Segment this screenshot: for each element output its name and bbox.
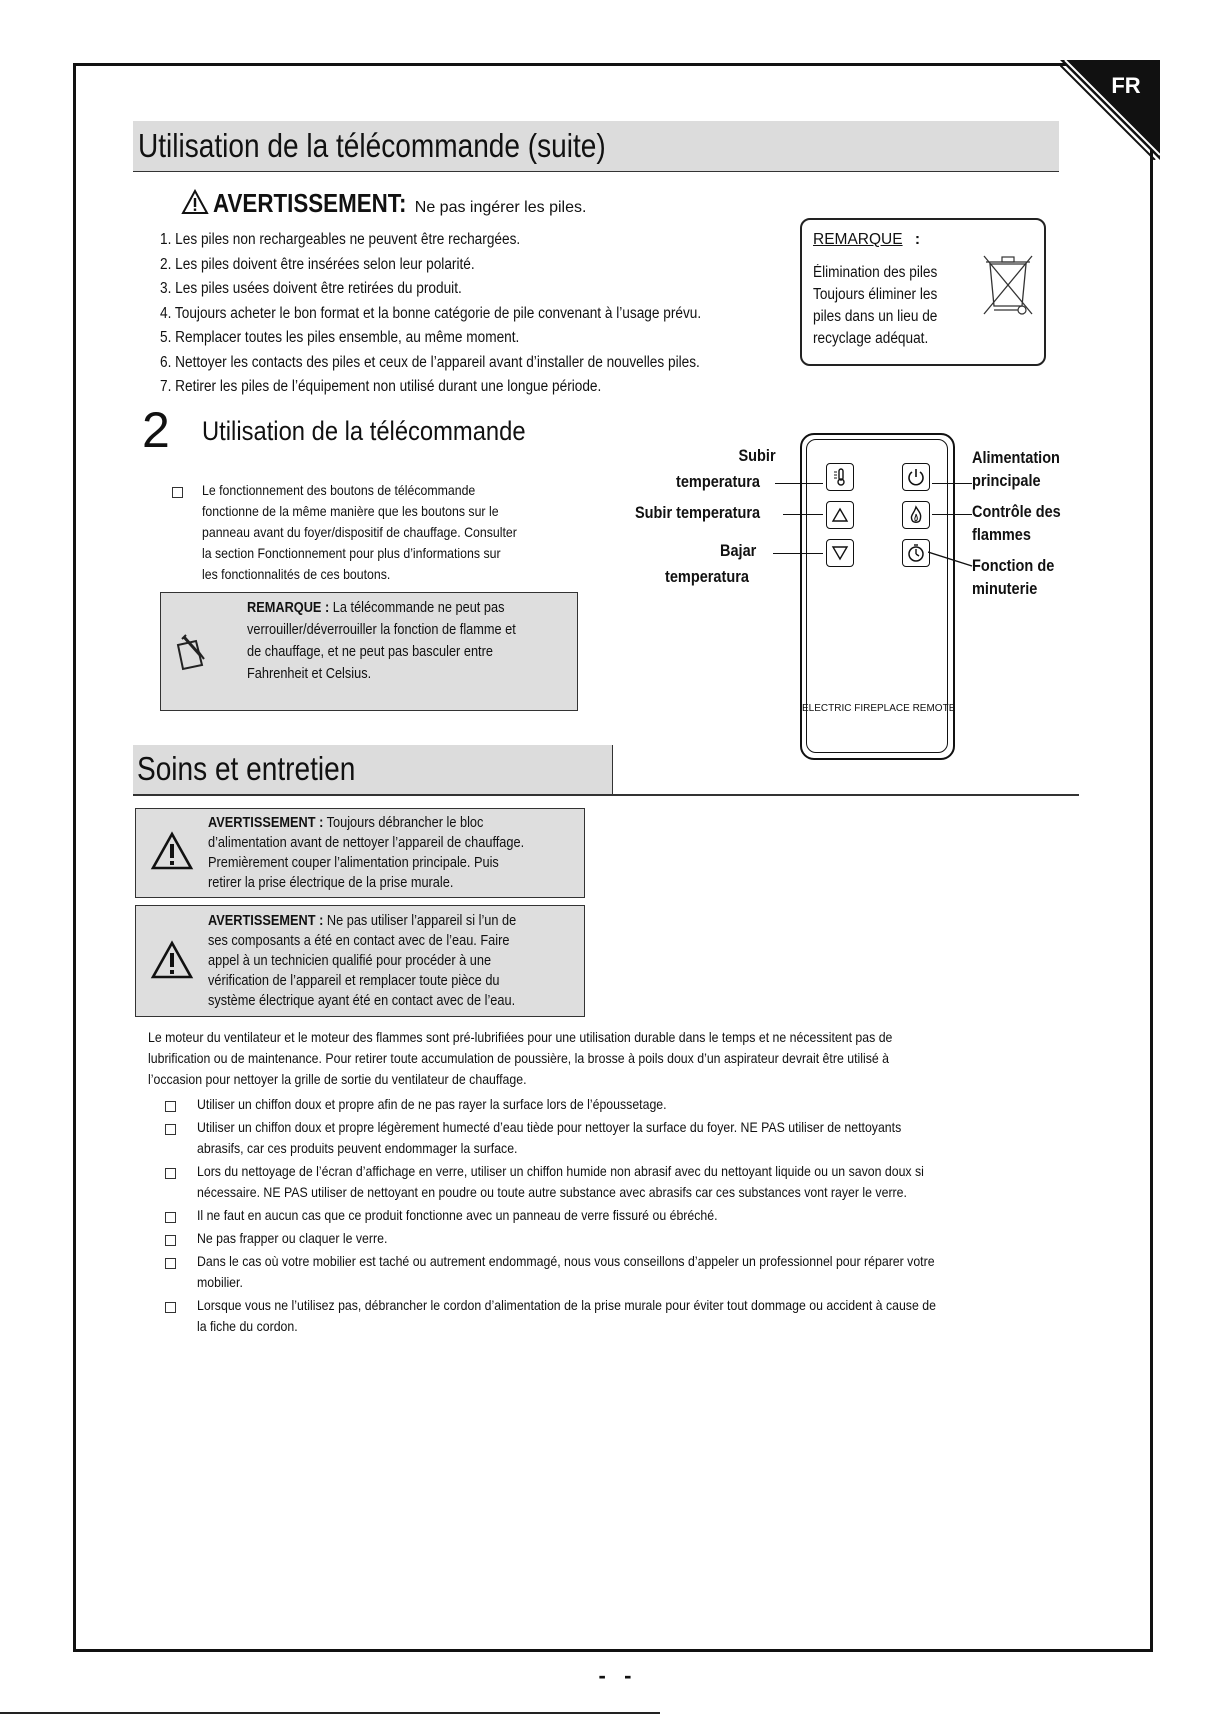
list-item: 1. Les piles non rechargeables ne peuvent être rechargées. [160,231,521,248]
care-title-band [133,745,613,795]
flame-icon [902,501,930,529]
list-item: Utiliser un chiffon doux et propre afin de ne pas rayer la surface lors de l’époussetage. [165,1094,1095,1115]
list-item: Lorsque vous ne l’utilisez pas, débrancher le cordon d’alimentation de la prise murale pour éviter tout dommage ou accident à cause de la fiche du cordon. [165,1295,1095,1337]
label-temp-up-2: Subir temperatura [635,504,761,522]
language-badge: FR [1111,73,1141,98]
note-body: Élimination des piles Toujours éliminer les piles dans un lieu de recyclage adéquat. [813,264,938,347]
section-title-band [133,121,1059,172]
note-title: REMARQUE [813,231,903,248]
label-temp-down-2: temperatura [665,568,749,586]
step-number: 2 [142,402,170,458]
remote-note-text: REMARQUE : La télécommande ne peut pas verrouiller/déverrouiller la fonction de flamme et de chauffage, et ne peut pas basculer entre Fahrenheit et Celsius. [247,600,516,682]
list-item: Dans le cas où votre mobilier est taché ou autrement endommagé, nous vous conseillons d’appeler un professionnel pour réparer votre mobilier. [165,1251,1095,1293]
note-label: REMARQUE : [247,600,330,616]
remote-caption: ELECTRIC FIREPLACE REMOTE [802,703,956,714]
crossed-bin-icon [980,250,1036,320]
warning-triangle-icon [150,940,194,980]
bottom-rule [0,1712,660,1714]
warning-text: AVERTISSEMENT : Ne pas utiliser l’appareil si l’un de ses composants a été en contact avec de l’eau. Faire appel à un technicien qualifié pour procéder à une vérification de l’appareil et remplacer toute pièce du système électrique ayant été en contact avec de l’eau. [208,913,517,1009]
warning-heading [181,188,586,219]
warning-label: AVERTISSEMENT: [213,188,407,218]
list-item: 2. Les piles doivent être insérées selon leur polarité. [160,255,475,273]
label-temp-up-1: Subir [738,447,776,465]
list-item: 5. Remplacer toutes les piles ensemble, au même moment. [160,329,520,346]
care-intro: Le moteur du ventilateur et le moteur des flammes sont pré-lubrifiées pour une utilisation durable dans le temps et ne nécessitent pas de lubrification ou de maintenance. Pour retirer toute accumulation de poussière, la brosse à poils doux d’un aspirateur devrait être utilisé à l’occasion pour nettoyer la grille de sortie du ventilateur de chauffage. [148,1029,893,1087]
down-triangle-icon [826,539,854,567]
bullet-square [172,487,183,498]
list-item: Lors du nettoyage de l’écran d’affichage en verre, utiliser un chiffon humide non abrasif avec du nettoyant liquide ou un savon doux si nécessaire. NE PAS utiliser de nettoyant en poudre ou toute autre substance avec abrasifs car ces substances vont rayer le verre. [165,1161,1095,1203]
bullet-text: Le fonctionnement des boutons de télécommande fonctionne de la même manière que les boutons sur le panneau avant du foyer/dispositif de chauffage. Consulter la section Fonctionnement pour plus d’informations sur les fonctionnalités de ces boutons. [202,482,517,582]
list-item: 6. Nettoyer les contacts des piles et ceux de l’appareil avant d’installer de nouvelles piles. [160,353,700,371]
list-item: Ne pas frapper ou claquer le verre. [165,1228,1095,1249]
label-temp-up-1b: temperatura [676,473,760,491]
language-corner-badge [1060,60,1160,160]
warning-triangle-icon [150,831,194,871]
page-number: - - [598,1663,632,1688]
list-item: 4. Toujours acheter le bon format et la bonne catégorie de pile convenant à l’usage prévu. [160,304,702,322]
section-subtitle: Utilisation de la télécommande [202,416,526,446]
care-title: Soins et entretien [137,750,356,787]
power-icon [902,463,930,491]
note-title-row: REMARQUE : [813,231,921,248]
section-title: Utilisation de la télécommande (suite) [138,127,606,164]
notepad-pencil-icon [174,633,210,671]
warning-box-unplug [135,808,585,898]
warning-box-water [135,905,585,1017]
list-item: Il ne faut en aucun cas que ce produit fonctionne avec un panneau de verre fissuré ou ébréché. [165,1205,1095,1226]
list-item: Utiliser un chiffon doux et propre légèrement humecté d’eau tiède pour nettoyer la surface du foyer. NE PAS utiliser de nettoyants abrasifs, car ces produits peuvent endommager la surface. [165,1117,1095,1159]
warning-triangle-icon [181,189,209,215]
care-bullet-list [165,1094,1095,1337]
label-flame-control: Contrôle des flammes [972,503,1061,544]
list-item: 7. Retirer les piles de l’équipement non utilisé durant une longue période. [160,378,602,395]
remote-note-box [160,592,578,711]
timer-icon [902,539,930,567]
list-item: 3. Les piles usées doivent être retirées du produit. [160,280,462,297]
warning-text: AVERTISSEMENT : Toujours débrancher le bloc d’alimentation avant de nettoyer l’appareil de chauffage. Premièrement couper l’alimentation principale. Puis retirer la prise électrique de la prise murale. [208,815,525,891]
thermometer-icon [826,463,854,491]
warning-text: Ne pas ingérer les piles. [414,199,587,216]
battery-disposal-note [800,218,1046,366]
label-temp-down-1: Bajar [720,542,757,560]
up-triangle-icon [826,501,854,529]
care-title-rule [133,794,1079,796]
label-main-power: Alimentation principale [972,449,1060,490]
label-timer-function: Fonction de minuterie [972,557,1055,598]
